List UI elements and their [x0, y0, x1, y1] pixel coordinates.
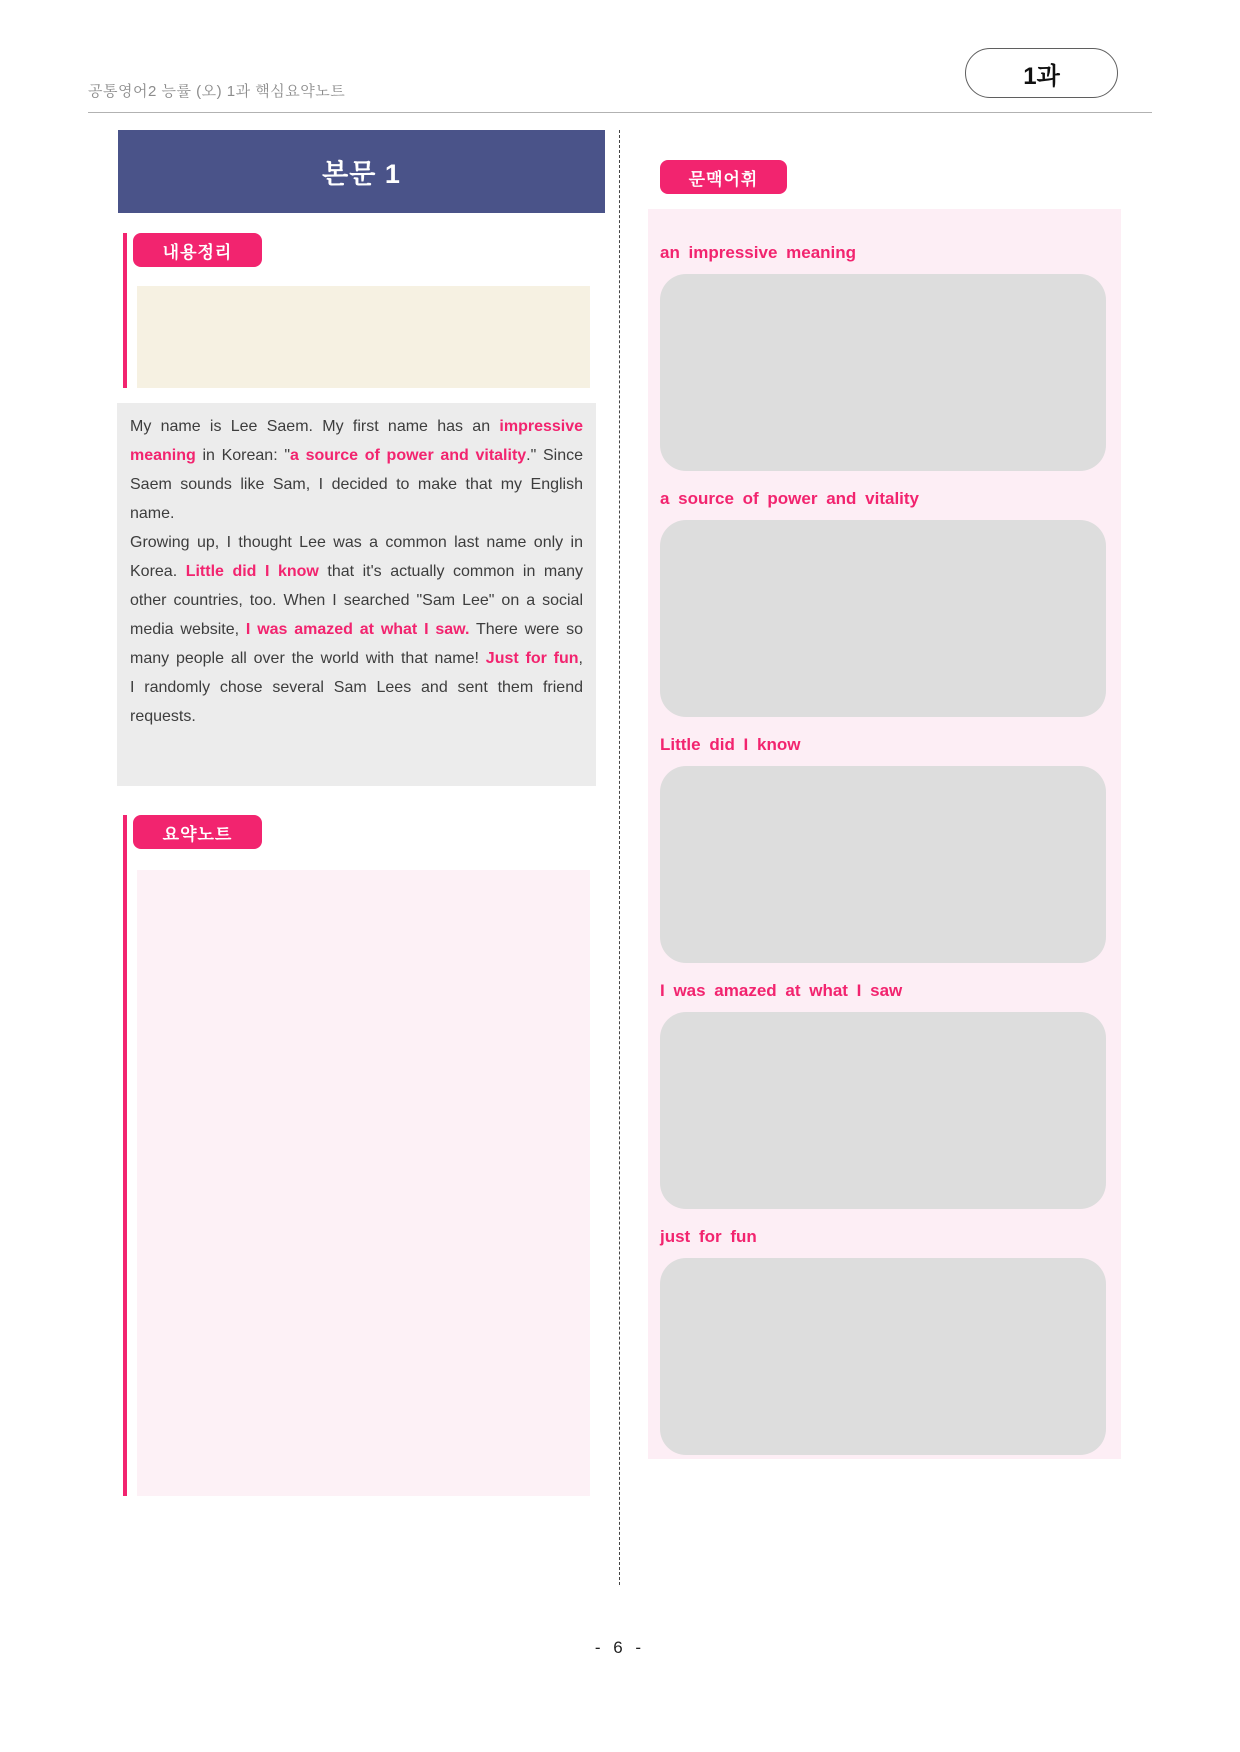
vocab-term-label: a source of power and vitality — [660, 489, 920, 508]
vocab-term-label: just for fun — [660, 1227, 757, 1246]
vocab-answer-box — [660, 1012, 1106, 1209]
lesson-badge: 1과 — [965, 48, 1118, 98]
vocab-term-label: I was amazed at what I saw — [660, 981, 903, 1000]
page-number: - 6 - — [594, 1638, 646, 1657]
content-summary-accent-line — [123, 233, 127, 388]
vocab-item — [660, 978, 1121, 1209]
passage-box: My name is Lee Saem. My first name has an impressive meaning in Korean: "a source of power and vitality." Since Saem sounds like Sam, I decided to make that my English name. Growing up, I thought Lee was a common last name only in Korea. Little did I know that it's actually common in many other countries, too. When I searched "Sam Lee" on a social media website, I was amazed at what I saw. There were so many people all over the world with that name! Just for fun, I randomly chose several Sam Lees and sent them friend requests. — [117, 403, 596, 786]
vocab-badge: 문맥어휘 — [660, 160, 787, 194]
vocab-answer-box — [660, 274, 1106, 471]
summary-note-box — [137, 870, 590, 1496]
summary-note-badge: 요약노트 — [133, 815, 262, 849]
vocab-panel — [648, 209, 1121, 1459]
content-summary-box — [137, 286, 590, 388]
vocab-term-label: Little did I know — [660, 735, 801, 754]
vocab-term-label: an impressive meaning — [660, 243, 857, 262]
vocab-answer-box — [660, 1258, 1106, 1455]
vocab-answer-box — [660, 766, 1106, 963]
vocab-item — [660, 732, 1121, 963]
main-title-bar: 본문 1 — [118, 130, 605, 213]
header-rule — [88, 112, 1152, 113]
summary-note-accent-line — [123, 815, 127, 1496]
vocab-answer-box — [660, 520, 1106, 717]
vocab-item — [660, 240, 1121, 471]
content-summary-badge: 내용정리 — [133, 233, 262, 267]
vocab-item — [660, 1224, 1121, 1455]
vocab-item — [660, 486, 1121, 717]
column-divider — [619, 130, 620, 1585]
doc-title: 공통영어2 능률 (오) 1과 핵심요약노트 — [88, 83, 346, 100]
